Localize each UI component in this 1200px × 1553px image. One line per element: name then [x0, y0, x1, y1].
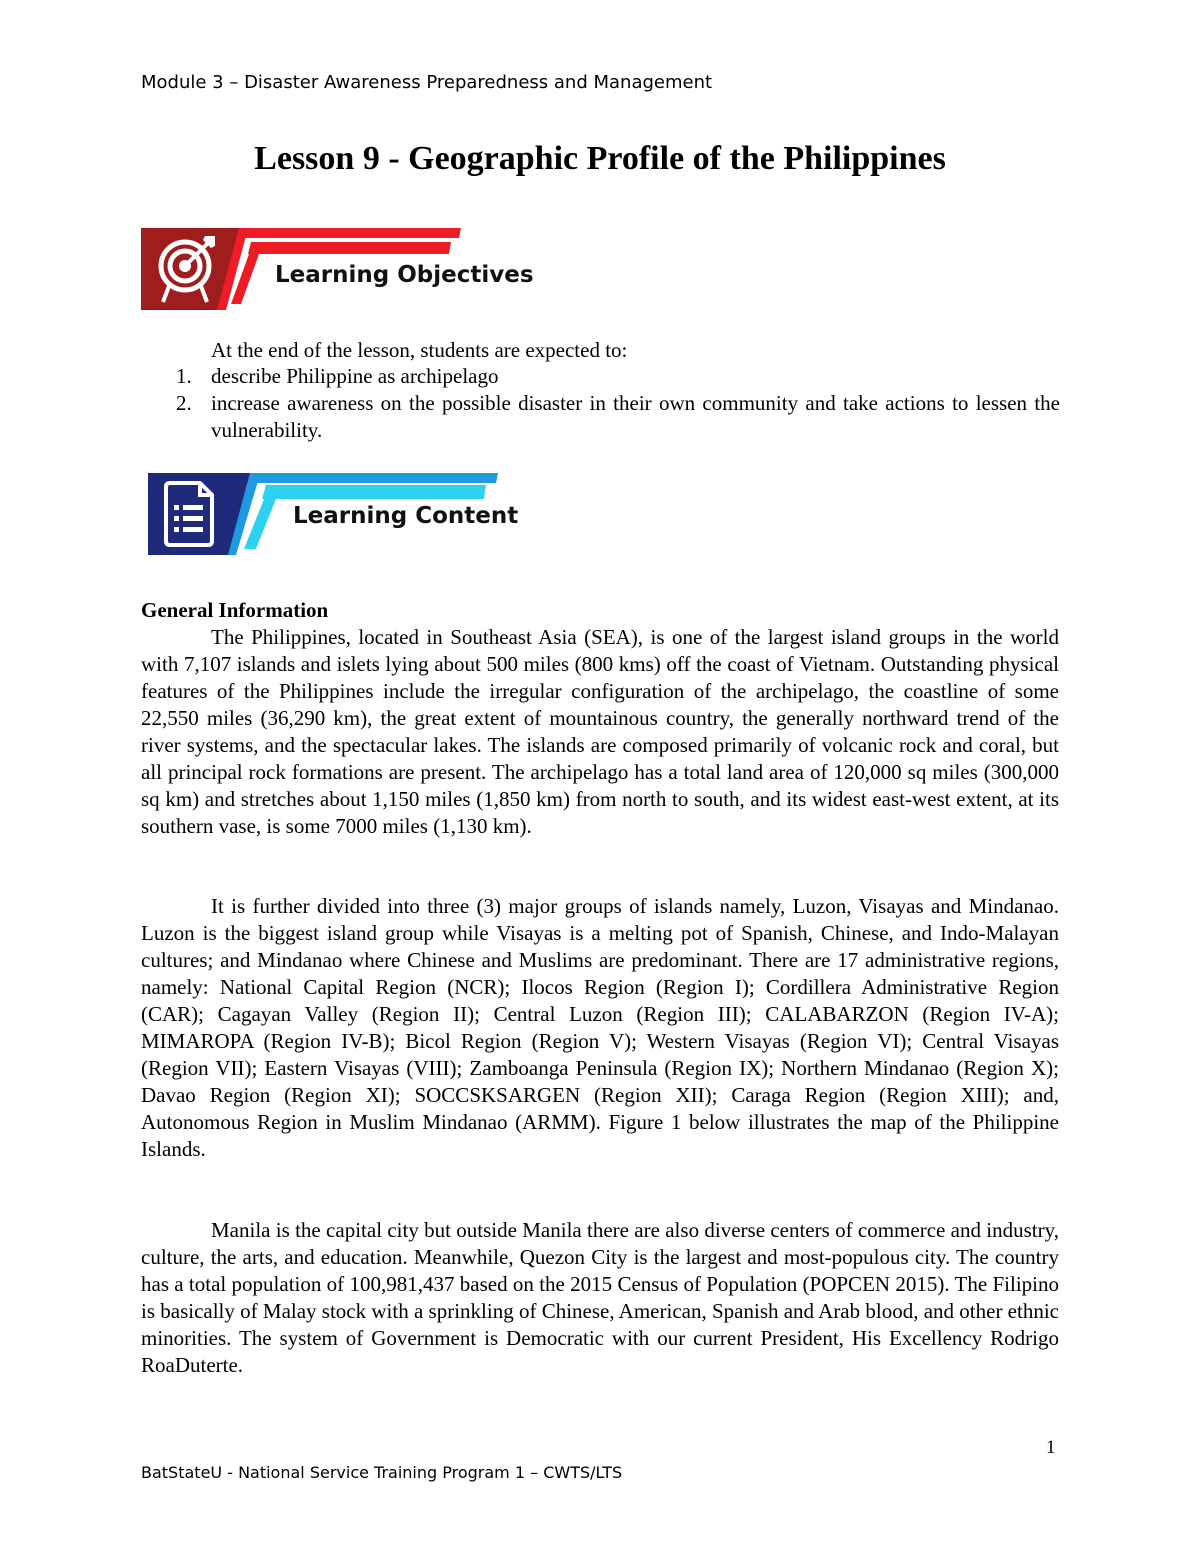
paragraph: Manila is the capital city but outside Manila there are also diverse centers of commerce and industry, culture, the arts, and education. Meanwhile, Quezon City is the largest and most-populous city. The country has a total population of 100,981,437 based on the 2015 Census of Population (POPCEN 2015). The Filipino is basically of Malay stock with a sprinkling of Chinese, American, Spanish and Arab blood, and other ethnic minorities. The system of Government is Democratic with our current President, His Excellency Rodrigo RoaDuterte.: [141, 1218, 1059, 1377]
learning-content-label: Learning Content: [293, 503, 519, 529]
lesson-title: Lesson 9 - Geographic Profile of the Philippines: [254, 140, 946, 177]
running-footer: BatStateU - National Service Training Program 1 – CWTS/LTS: [141, 1463, 623, 1482]
objectives-intro: At the end of the lesson, students are expected to:: [211, 338, 628, 362]
list-number: 2.: [176, 391, 192, 415]
paragraph-block: [141, 893, 1059, 1163]
objective-text: increase awareness on the possible disaster in their own community and take actions to lessen the vulnerability.: [211, 391, 1060, 442]
list-number: 1.: [176, 364, 192, 388]
running-header: Module 3 – Disaster Awareness Preparedness and Management: [141, 72, 713, 93]
paragraph: The Philippines, located in Southeast Asia (SEA), is one of the largest island groups in the world with 7,107 islands and islets lying about 500 miles (800 kms) off the coast of Vietnam. Outstanding physical features of the Philippines include the irregular configuration of the archipelago, the coastline of some 22,550 miles (36,290 km), the great extent of mountainous country, the generally northward trend of the river systems, and the spectacular lakes. The islands are composed primarily of volcanic rock and coral, but all principal rock formations are present. The archipelago has a total land area of 120,000 sq miles (300,000 sq km) and stretches about 1,150 miles (1,850 km) from north to south, and its widest east-west extent, at its southern vase, is some 7000 miles (1,130 km).: [141, 625, 1059, 838]
learning-objectives-label: Learning Objectives: [275, 262, 534, 288]
general-information-section: [141, 597, 1059, 840]
paragraph: It is further divided into three (3) major groups of islands namely, Luzon, Visayas and Mindanao. Luzon is the biggest island group while Visayas is a melting pot of Spanish, Chinese, and Indo-Malayan cultures; and Mindanao where Chinese and Muslims are predominant. There are 17 administrative regions, namely: National Capital Region (NCR); Ilocos Region (Region I); Cordillera Administrative Region (CAR); Cagayan Valley (Region II); Central Luzon (Region III); CALABARZON (Region IV-A); MIMAROPA (Region IV-B); Bicol Region (Region V); Western Visayas (Region VI); Central Visayas (Region VII); Eastern Visayas (VIII); Zamboanga Peninsula (Region IX); Northern Mindanao (Region X); Davao Region (Region XI); SOCCSKSARGEN (Region XII); Caraga Region (Region XIII); and, Autonomous Region in Muslim Mindanao (ARMM). Figure 1 below illustrates the map of the Philippine Islands.: [141, 894, 1059, 1161]
objective-item: [176, 363, 1060, 390]
objective-text: describe Philippine as archipelago: [211, 364, 499, 388]
page-number: 1: [1046, 1437, 1056, 1458]
objectives-list: [176, 363, 1060, 444]
section-heading: General Information: [141, 598, 329, 622]
objective-item: [176, 390, 1060, 444]
paragraph-block: [141, 1217, 1059, 1379]
